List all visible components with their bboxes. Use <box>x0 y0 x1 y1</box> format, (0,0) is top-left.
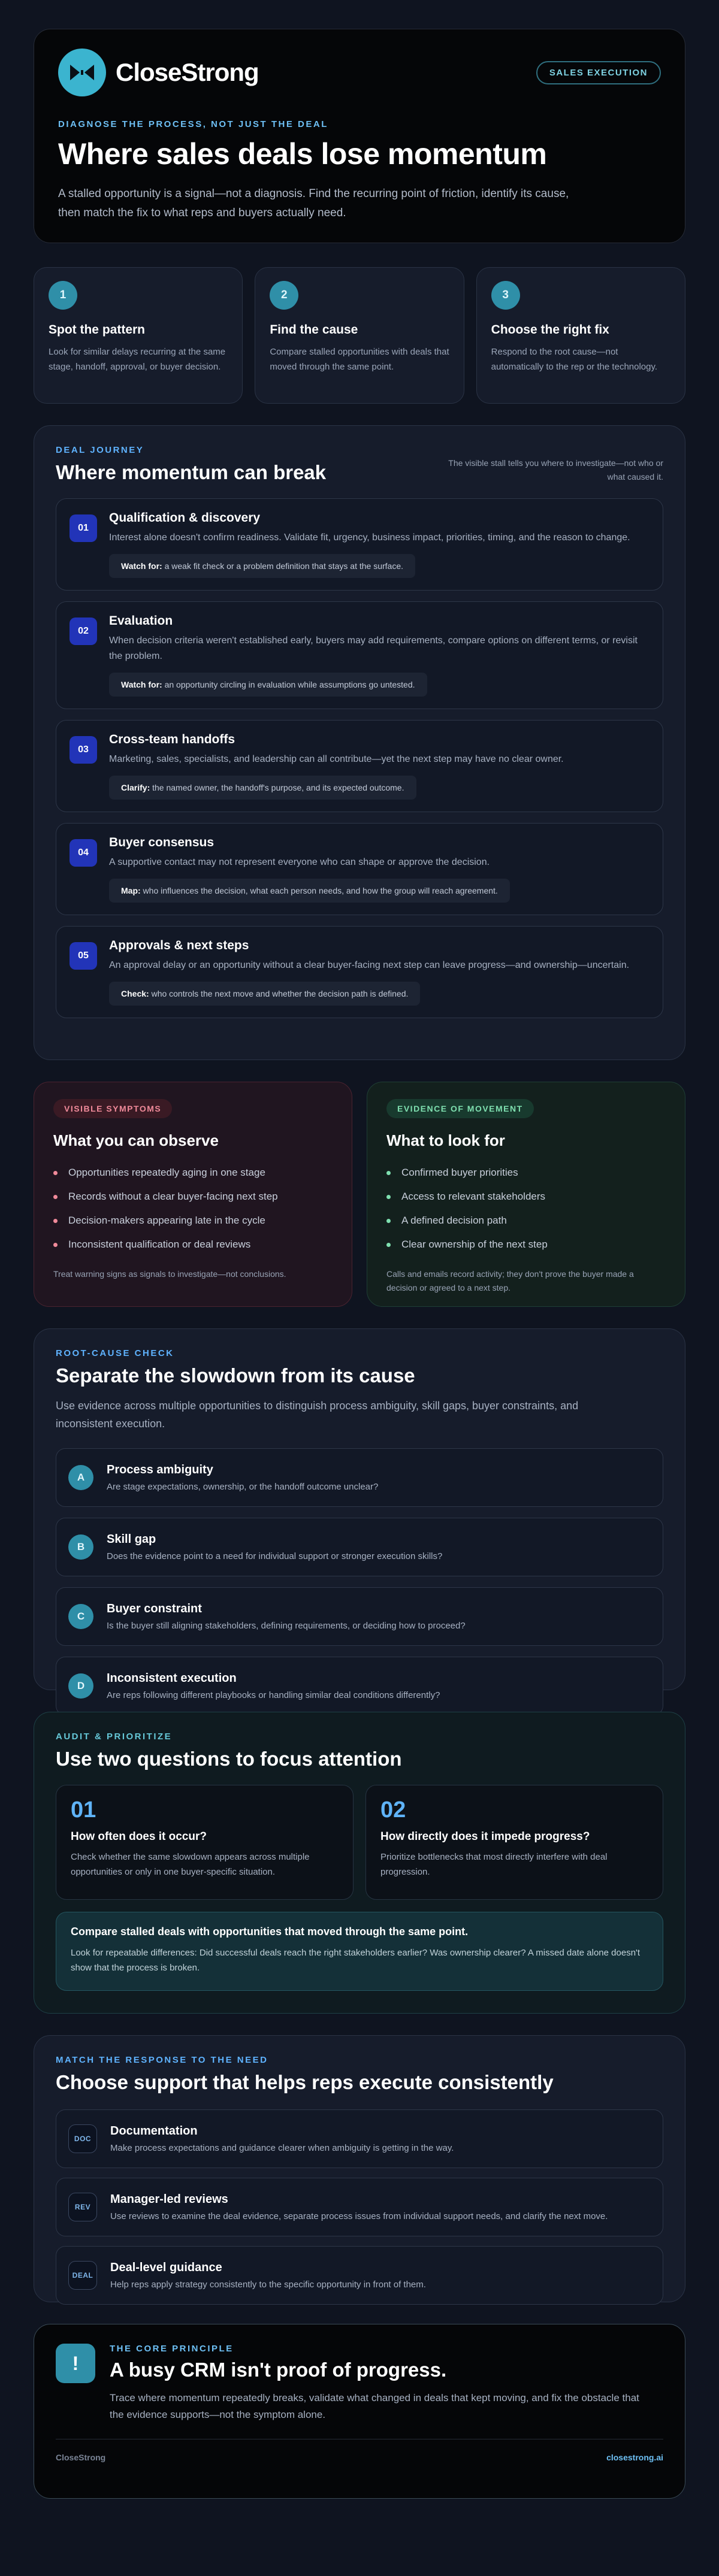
evidence-tag: EVIDENCE OF MOVEMENT <box>386 1099 534 1118</box>
stage-text: Marketing, sales, specialists, and leadership can all contribute—yet the next step may have no clear owner. <box>109 754 564 764</box>
step-text: Respond to the root cause—not automatically to the rep or the technology. <box>491 347 658 372</box>
journey-title: Where momentum can break <box>56 461 327 483</box>
support-item <box>56 2178 663 2236</box>
step-number: 3 <box>491 281 520 310</box>
list-item <box>53 1209 333 1233</box>
support-item-text: Make process expectations and guidance clearer when ambiguity is getting in the way. <box>110 2143 454 2153</box>
bullet-icon <box>53 1195 58 1199</box>
question-card <box>365 1785 663 1900</box>
document-icon: DOC <box>68 2124 97 2153</box>
exclamation-icon: ! <box>56 2344 95 2383</box>
question-number: 01 <box>71 1797 96 1823</box>
cause-text: Is the buyer still aligning stakeholders, defining requirements, or deciding how to proceed? <box>107 1621 466 1631</box>
question-text: Check whether the same slowdown appears across multiple opportunities or only in one buyer-specific situation. <box>71 1852 310 1877</box>
hint-label: Map: <box>121 886 141 895</box>
list-item-text: Clear ownership of the next step <box>401 1239 548 1250</box>
footer-brand: CloseStrong <box>56 2453 106 2462</box>
core-principle-card <box>34 2324 685 2499</box>
stage-title: Buyer consensus <box>109 836 215 849</box>
stage-text: Interest alone doesn't confirm readiness. Validate fit, urgency, business impact, priorities, timing, and the reason to change. <box>109 532 630 543</box>
support-title: Choose support that helps reps execute consistently <box>56 2071 554 2093</box>
hint-text: a weak fit check or a problem definition that stays at the surface. <box>162 561 404 571</box>
list-item-text: Confirmed buyer priorities <box>401 1167 518 1178</box>
stage-text: When decision criteria weren't established early, buyers may add requirements, compare options on different terms, or revisit the problem. <box>109 635 638 661</box>
list-item <box>53 1161 333 1185</box>
brand <box>58 49 259 96</box>
stage-title: Qualification & discovery <box>109 511 261 525</box>
list-item <box>53 1233 333 1257</box>
step-title: Spot the pattern <box>49 323 145 337</box>
symptoms-title: What you can observe <box>53 1131 219 1149</box>
step-title: Find the cause <box>270 323 358 337</box>
stage-title: Cross-team handoffs <box>109 732 235 746</box>
journey-stage <box>56 926 663 1018</box>
evidence-title: What to look for <box>386 1131 505 1149</box>
compare-callout <box>56 1912 663 1991</box>
step-number: 1 <box>49 281 77 310</box>
step-text: Compare stalled opportunities with deals that moved through the same point. <box>270 347 449 372</box>
hint-text: who controls the next move and whether the decision path is defined. <box>149 989 409 998</box>
question-number: 02 <box>380 1797 406 1823</box>
cause-letter: B <box>68 1534 93 1560</box>
support-item-text: Use reviews to examine the deal evidence, separate process issues from individual support needs, and clarify the next move. <box>110 2211 608 2221</box>
stage-number: 01 <box>70 514 97 542</box>
bullet-icon <box>386 1171 391 1175</box>
cause-letter: D <box>68 1673 93 1699</box>
principle-text: Trace where momentum repeatedly breaks, validate what changed in deals that kept moving, and fix the obstacle that the evidence supports—not the symptom alone. <box>110 2392 639 2420</box>
hint-text: an opportunity circling in evaluation while assumptions go untested. <box>162 680 415 689</box>
hint-label: Clarify: <box>121 783 150 792</box>
question-title: How directly does it impede progress? <box>380 1830 590 1843</box>
journey-stage <box>56 720 663 812</box>
hero-card <box>34 29 685 243</box>
bullet-icon <box>53 1243 58 1247</box>
question-title: How often does it occur? <box>71 1830 207 1843</box>
stage-hint <box>109 982 420 1006</box>
cause-item <box>56 1518 663 1576</box>
stage-hint <box>109 776 416 800</box>
category-pill: SALES EXECUTION <box>536 61 661 84</box>
hint-text: who influences the decision, what each person needs, and how the group will reach agreement. <box>140 886 498 895</box>
principle-title: A busy CRM isn't proof of progress. <box>110 2359 447 2381</box>
step-number: 2 <box>270 281 298 310</box>
symptoms-footnote: Treat warning signs as signals to investigate—not conclusions. <box>53 1269 286 1279</box>
journey-note: The visible stall tells you where to investigate—not who or what caused it. <box>448 458 663 482</box>
page-title: Where sales deals lose momentum <box>58 137 547 171</box>
deal-icon: DEAL <box>68 2261 97 2290</box>
cause-text: Are stage expectations, ownership, or the handoff outcome unclear? <box>107 1482 379 1492</box>
support-item <box>56 2109 663 2168</box>
list-item-text: Access to relevant stakeholders <box>401 1191 546 1202</box>
stage-text: An approval delay or an opportunity without a clear buyer-facing next step can leave progress—and ownership—uncertain. <box>109 960 630 970</box>
cause-item <box>56 1657 663 1715</box>
cause-title: Inconsistent execution <box>107 1672 237 1685</box>
evidence-footnote: Calls and emails record activity; they don't prove the buyer made a decision or agreed to a next step. <box>386 1269 634 1292</box>
footer-link[interactable]: closestrong.ai <box>606 2453 663 2462</box>
step-title: Choose the right fix <box>491 323 609 337</box>
bullet-icon <box>53 1219 58 1223</box>
journey-stage <box>56 823 663 915</box>
bullet-icon <box>386 1219 391 1223</box>
bowtie-logo-icon <box>58 49 106 96</box>
list-item-text: Inconsistent qualification or deal reviews <box>68 1239 251 1250</box>
compare-title: Compare stalled deals with opportunities that moved through the same point. <box>71 1926 469 1938</box>
hint-label: Check: <box>121 989 149 998</box>
footer <box>56 2439 663 2462</box>
deal-journey-section <box>34 425 685 1060</box>
hint-label: Watch for: <box>121 680 162 689</box>
hint-text: the named owner, the handoff's purpose, and its expected outcome. <box>150 783 404 792</box>
list-item-text: A defined decision path <box>401 1215 507 1226</box>
stage-number: 02 <box>70 617 97 645</box>
journey-stage <box>56 498 663 591</box>
stage-text: A supportive contact may not represent everyone who can shape or approve the decision. <box>109 857 490 867</box>
audit-title: Use two questions to focus attention <box>56 1748 402 1770</box>
audit-eyebrow: AUDIT & PRIORITIZE <box>56 1732 173 1742</box>
cause-title: Buyer constraint <box>107 1602 202 1615</box>
hero-lead: A stalled opportunity is a signal—not a diagnosis. Find the recurring point of friction, identify its cause, then match the fix to what reps and buyers actually need. <box>58 187 569 219</box>
bullet-icon <box>386 1195 391 1199</box>
stage-hint <box>109 673 427 697</box>
support-section <box>34 2035 685 2302</box>
steps-row <box>34 267 685 404</box>
journey-eyebrow: DEAL JOURNEY <box>56 445 144 455</box>
stage-hint <box>109 879 510 903</box>
stage-title: Evaluation <box>109 614 173 628</box>
cause-item <box>56 1587 663 1646</box>
rootcause-title: Separate the slowdown from its cause <box>56 1364 415 1387</box>
signals-row <box>34 1082 685 1307</box>
support-item-text: Help reps apply strategy consistently to the specific opportunity in front of them. <box>110 2280 426 2290</box>
journey-stage <box>56 601 663 709</box>
list-item <box>386 1161 666 1185</box>
evidence-panel <box>367 1082 685 1307</box>
list-item <box>386 1233 666 1257</box>
symptoms-tag: VISIBLE SYMPTOMS <box>53 1099 172 1118</box>
step-text: Look for similar delays recurring at the same stage, handoff, approval, or buyer decision. <box>49 347 226 372</box>
principle-eyebrow: THE CORE PRINCIPLE <box>110 2344 234 2354</box>
question-card <box>56 1785 354 1900</box>
rootcause-eyebrow: ROOT-CAUSE CHECK <box>56 1348 174 1358</box>
bullet-icon <box>53 1171 58 1175</box>
support-eyebrow: MATCH THE RESPONSE TO THE NEED <box>56 2055 268 2065</box>
list-item <box>53 1185 333 1209</box>
stage-number: 04 <box>70 839 97 867</box>
cause-title: Process ambiguity <box>107 1463 213 1476</box>
cause-letter: C <box>68 1604 93 1629</box>
question-text: Prioritize bottlenecks that most directly interfere with deal progression. <box>380 1852 608 1877</box>
hint-label: Watch for: <box>121 561 162 571</box>
cause-item <box>56 1448 663 1507</box>
stage-number: 03 <box>70 736 97 764</box>
stage-title: Approvals & next steps <box>109 939 249 952</box>
brand-name: CloseStrong <box>116 58 259 86</box>
stage-hint <box>109 554 415 578</box>
step-card <box>255 267 464 404</box>
stage-number: 05 <box>70 942 97 970</box>
hero-eyebrow: DIAGNOSE THE PROCESS, NOT JUST THE DEAL <box>58 119 328 129</box>
cause-letter: A <box>68 1465 93 1490</box>
cause-text: Are reps following different playbooks or handling similar deal conditions differently? <box>107 1690 440 1700</box>
support-item-title: Manager-led reviews <box>110 2193 228 2206</box>
list-item-text: Opportunities repeatedly aging in one stage <box>68 1167 265 1178</box>
step-card <box>34 267 243 404</box>
root-cause-section <box>34 1328 685 1700</box>
rootcause-lead: Use evidence across multiple opportunities to distinguish process ambiguity, skill gaps, buyer constraints, and inconsistent execution. <box>56 1400 579 1430</box>
symptoms-panel <box>34 1082 352 1307</box>
list-item <box>386 1185 666 1209</box>
bullet-icon <box>386 1243 391 1247</box>
audit-section <box>34 1712 685 2014</box>
list-item-text: Records without a clear buyer-facing next step <box>68 1191 278 1202</box>
support-item-title: Deal-level guidance <box>110 2261 222 2274</box>
list-item-text: Decision-makers appearing late in the cycle <box>68 1215 265 1226</box>
compare-text: Look for repeatable differences: Did successful deals reach the right stakeholders earlier? Was ownership clearer? A missed date alone doesn't show that the process is broken. <box>71 1948 641 1973</box>
support-item <box>56 2246 663 2305</box>
support-item-title: Documentation <box>110 2124 198 2138</box>
cause-text: Does the evidence point to a need for individual support or stronger execution skills? <box>107 1551 443 1561</box>
list-item <box>386 1209 666 1233</box>
step-card <box>476 267 685 404</box>
review-icon: REV <box>68 2193 97 2221</box>
cause-title: Skill gap <box>107 1533 156 1546</box>
